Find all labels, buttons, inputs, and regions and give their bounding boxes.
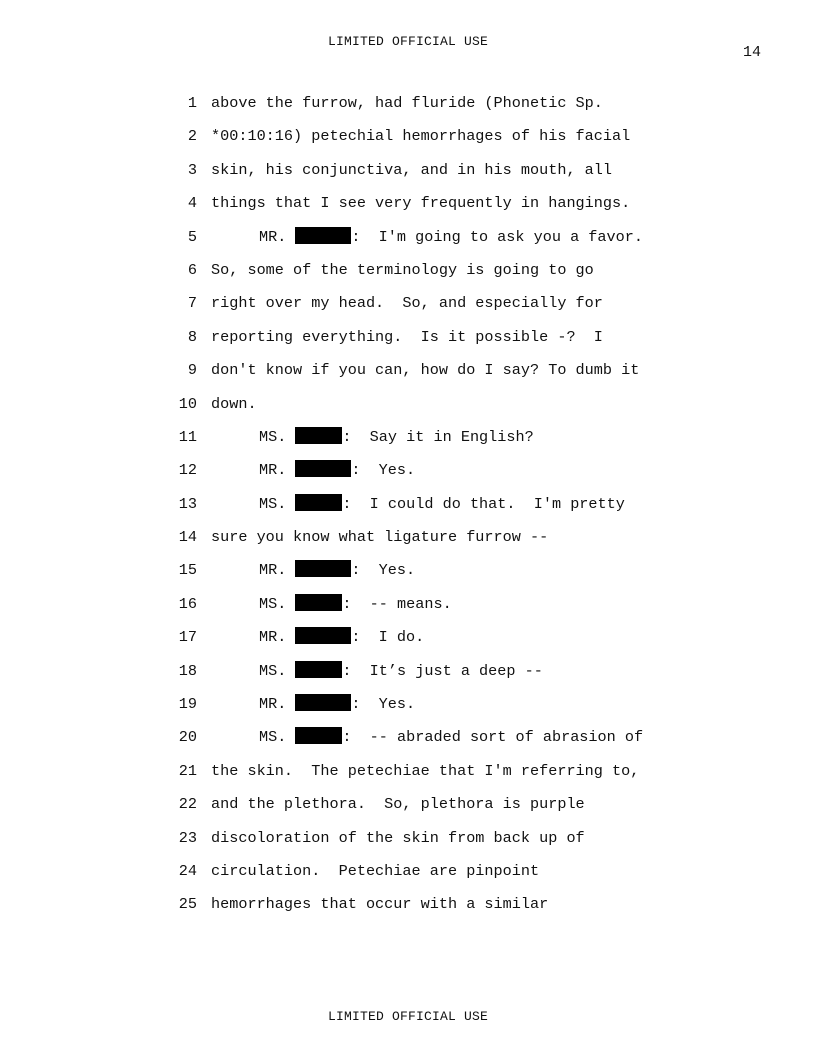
line-content <box>211 593 452 615</box>
line-number: 5 <box>187 227 197 246</box>
line-content <box>211 292 603 314</box>
transcript-line <box>170 827 690 860</box>
line-text: down. <box>211 394 257 413</box>
transcript-line <box>170 526 690 559</box>
speaker-label: MR. <box>259 561 287 580</box>
line-text: So, some of the terminology is going to go <box>211 260 594 279</box>
line-text: discoloration of the skin from back up of <box>211 828 585 847</box>
transcript-line <box>170 893 690 926</box>
transcript-line <box>170 693 690 726</box>
transcript-line <box>170 760 690 793</box>
redaction-block <box>295 227 351 244</box>
line-number: 3 <box>187 160 197 179</box>
transcript-line <box>170 359 690 392</box>
line-content <box>211 559 415 581</box>
redaction-block <box>295 694 351 711</box>
line-text: and the plethora. So, plethora is purple <box>211 795 585 814</box>
speaker-label: MR. <box>259 695 287 714</box>
line-content <box>211 827 585 849</box>
redaction-block <box>295 560 351 577</box>
page-number: 14 <box>742 44 761 61</box>
speaker-label: MS. <box>259 494 287 513</box>
line-number: 14 <box>178 528 197 547</box>
transcript-line <box>170 793 690 826</box>
line-number: 17 <box>178 628 197 647</box>
transcript-line <box>170 726 690 759</box>
line-number: 24 <box>178 861 197 880</box>
line-text: : I could do that. I'm pretty <box>342 494 625 513</box>
line-number: 2 <box>187 127 197 146</box>
redaction-block <box>295 661 342 678</box>
line-text: above the furrow, had fluride (Phonetic Sp. <box>211 94 603 112</box>
line-text: things that I see very frequently in hangings. <box>211 194 631 213</box>
line-text: : Yes. <box>351 695 416 714</box>
line-content <box>211 259 594 281</box>
redaction-block <box>295 727 342 744</box>
transcript-line <box>170 292 690 325</box>
line-content <box>211 793 585 815</box>
line-number: 4 <box>187 194 197 213</box>
line-content <box>211 493 625 515</box>
line-content <box>211 626 424 648</box>
line-text: : It’s just a deep -- <box>342 661 543 680</box>
transcript-line <box>170 860 690 893</box>
line-number: 23 <box>178 828 197 847</box>
line-text: hemorrhages that occur with a similar <box>211 895 549 914</box>
speaker-label: MR. <box>259 227 287 246</box>
line-content <box>211 726 643 748</box>
redaction-block <box>295 627 351 644</box>
line-content <box>211 660 543 682</box>
line-text: the skin. The petechiae that I'm referring to, <box>211 761 640 780</box>
transcript-line <box>170 326 690 359</box>
speaker-label: MS. <box>259 728 287 747</box>
line-number: 6 <box>187 260 197 279</box>
line-number: 7 <box>187 294 197 313</box>
line-text: : Yes. <box>351 461 416 480</box>
line-content <box>211 226 643 248</box>
redaction-block <box>295 594 342 611</box>
line-number: 12 <box>178 461 197 480</box>
header-classification: LIMITED OFFICIAL USE <box>327 34 489 49</box>
line-number: 11 <box>178 427 197 446</box>
line-number: 15 <box>178 561 197 580</box>
transcript-line <box>170 459 690 492</box>
line-number: 10 <box>178 394 197 413</box>
line-content <box>211 359 639 381</box>
line-text: : Say it in English? <box>342 427 534 446</box>
line-content <box>211 526 548 548</box>
transcript-line <box>170 626 690 659</box>
line-content <box>211 693 415 715</box>
transcript-line <box>170 660 690 693</box>
line-content <box>211 459 415 481</box>
redaction-block <box>295 494 342 511</box>
line-content <box>211 426 534 448</box>
speaker-label: MS. <box>259 661 287 680</box>
line-content <box>211 192 630 214</box>
line-number: 19 <box>178 695 197 714</box>
line-text: *00:10:16) petechial hemorrhages of his facial <box>211 127 631 146</box>
line-text: : -- abraded sort of abrasion of <box>342 728 644 747</box>
line-text: sure you know what ligature furrow -- <box>211 528 549 547</box>
transcript-line <box>170 226 690 259</box>
transcript-line <box>170 559 690 592</box>
line-text: right over my head. So, and especially for <box>211 294 603 313</box>
line-text: : I do. <box>351 628 425 647</box>
line-content <box>211 393 257 415</box>
transcript-line <box>170 593 690 626</box>
transcript-line <box>170 92 690 125</box>
line-content <box>211 92 603 114</box>
transcript-body <box>170 92 690 927</box>
line-text: : I'm going to ask you a favor. <box>351 227 643 246</box>
transcript-line <box>170 159 690 192</box>
line-text: reporting everything. Is it possible -? I <box>211 327 603 346</box>
transcript-line <box>170 393 690 426</box>
transcript-line <box>170 259 690 292</box>
line-number: 21 <box>178 761 197 780</box>
line-number: 8 <box>187 327 197 346</box>
transcript-line <box>170 192 690 225</box>
footer-classification: LIMITED OFFICIAL USE <box>327 1009 489 1024</box>
speaker-label: MS. <box>259 427 287 446</box>
line-content <box>211 125 630 147</box>
transcript-line <box>170 125 690 158</box>
line-content <box>211 893 548 915</box>
line-text: skin, his conjunctiva, and in his mouth, all <box>211 160 613 179</box>
transcript-line <box>170 493 690 526</box>
line-text: don't know if you can, how do I say? To dumb it <box>211 361 640 380</box>
redaction-block <box>295 460 351 477</box>
transcript-line <box>170 426 690 459</box>
line-number: 9 <box>187 361 197 380</box>
line-content <box>211 860 539 882</box>
line-text: circulation. Petechiae are pinpoint <box>211 861 540 880</box>
line-number: 22 <box>178 795 197 814</box>
line-text: : -- means. <box>342 594 452 613</box>
redaction-block <box>295 427 342 444</box>
line-text: : Yes. <box>351 561 416 580</box>
line-number: 1 <box>187 94 197 112</box>
speaker-label: MR. <box>259 461 287 480</box>
line-number: 25 <box>178 895 197 914</box>
line-content <box>211 760 639 782</box>
line-number: 20 <box>178 728 197 747</box>
speaker-label: MS. <box>259 594 287 613</box>
line-number: 13 <box>178 494 197 513</box>
speaker-label: MR. <box>259 628 287 647</box>
line-number: 18 <box>178 661 197 680</box>
line-number: 16 <box>178 594 197 613</box>
line-content <box>211 326 603 348</box>
line-content <box>211 159 612 181</box>
